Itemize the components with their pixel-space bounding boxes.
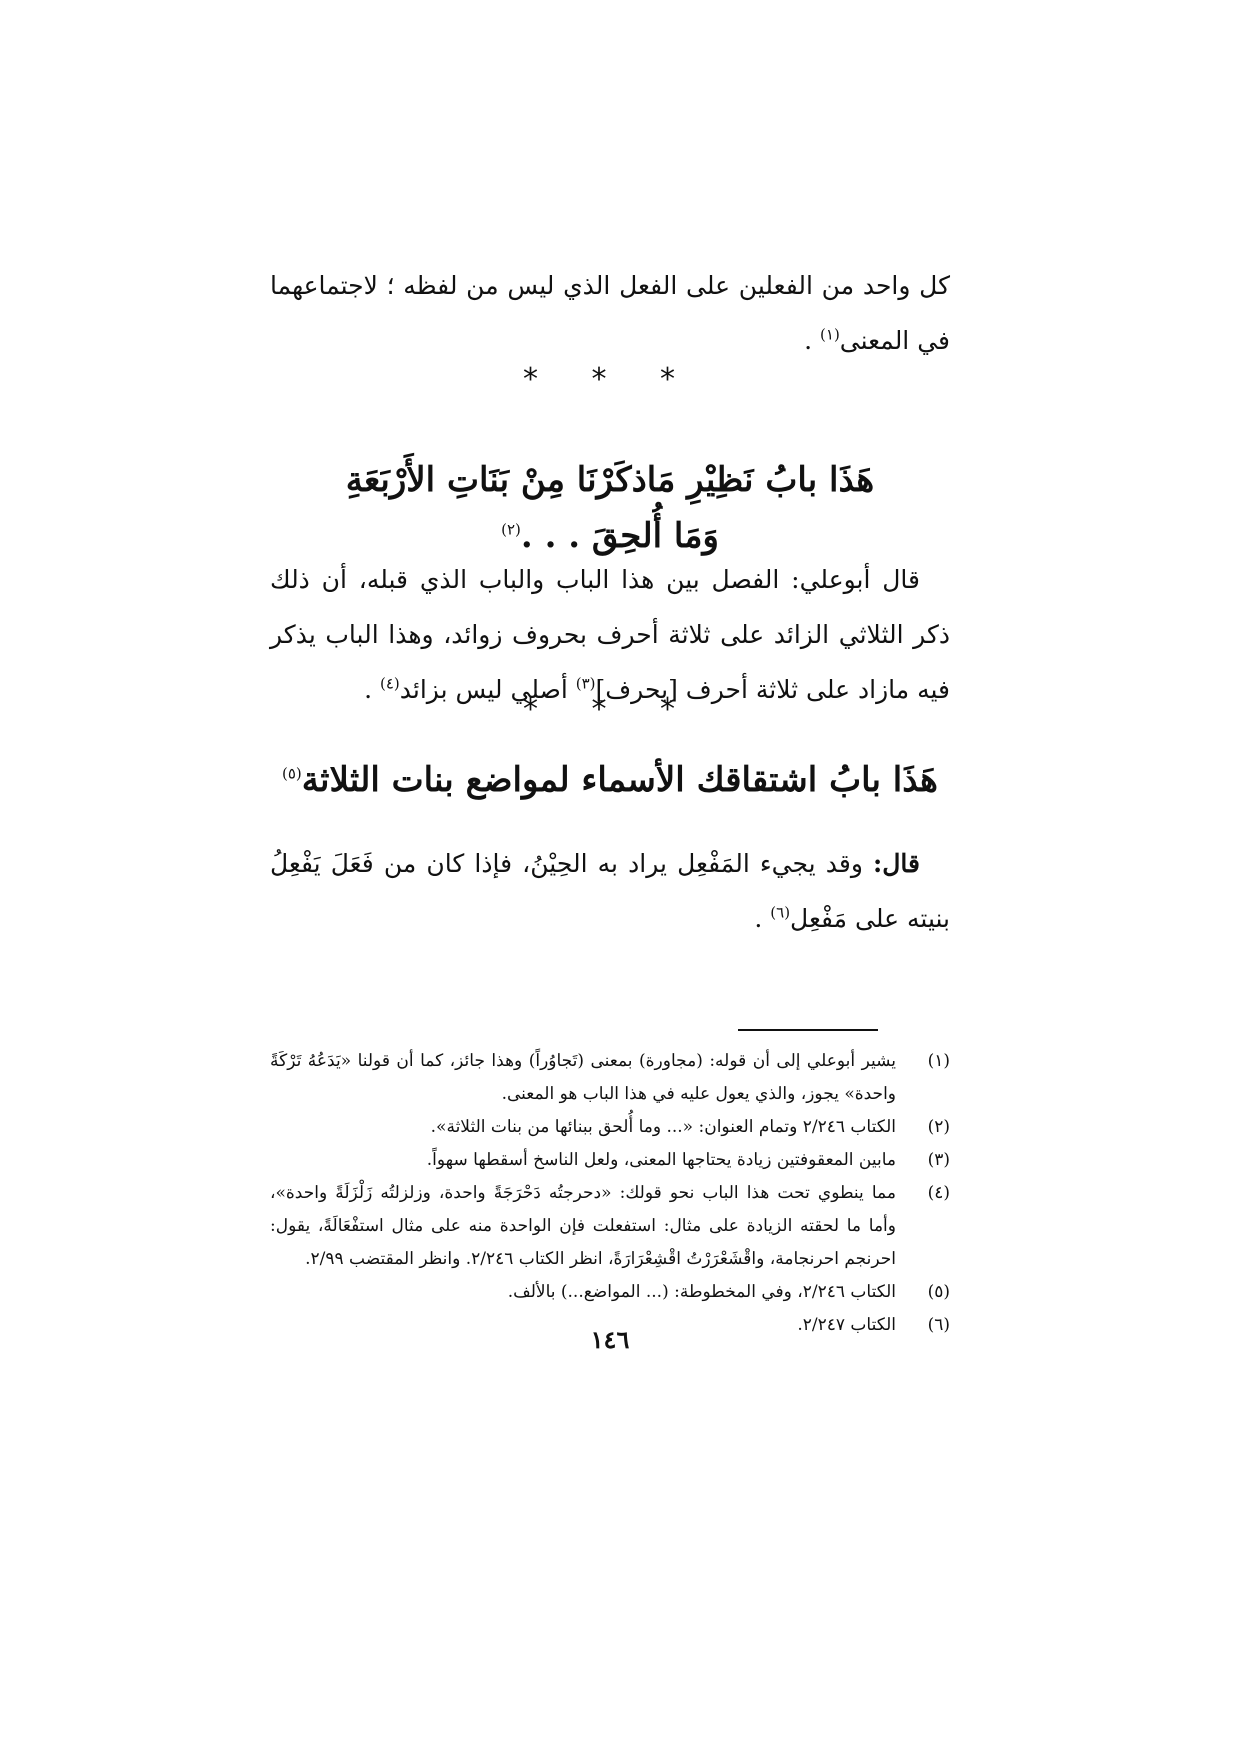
footnote-number: (٣)	[927, 1150, 950, 1170]
footnote-ref-2: (٢)	[501, 520, 521, 539]
footnote-item	[270, 1045, 950, 1111]
footnote-divider	[738, 1029, 878, 1031]
section-2-paragraph	[270, 836, 950, 946]
section-heading-2: هَذَا بابُ اشتقاقك الأسماء لمواضع بنات الثلاثة$^{(٥)}$	[282, 760, 938, 800]
continuation-end: .	[804, 326, 821, 355]
footnote-number: (٤)	[927, 1183, 950, 1203]
continuation-text: كل واحد من الفعلين على الفعل الذي ليس من لفظه ؛ لاجتماعهما في المعنى	[270, 271, 950, 355]
footnote-ref-1: (١)	[820, 325, 840, 344]
section-1-text: قال أبوعلي: الفصل بين هذا الباب والباب الذي قبله، أن ذلك ذكر الثلاثي الزائد على ثلاثة أحرف بحروف زوائد، وهذا الباب يذكر فيه مازاد على ثلاثة أحرف [بحرف]	[270, 565, 950, 704]
footnote-text: يشير أبوعلي إلى أن قوله: (مجاورة) بمعنى (تَجاوُراً) وهذا جائز، كما أن قولنا «يَدَعُهُ تَرْكَةً واحدة» يجوز، والذي يعول عليه في هذا الباب هو المعنى.	[270, 1051, 896, 1104]
section-1-text-cont: أصلي ليس بزائد	[399, 675, 576, 704]
footnote-text: الكتاب ٢/٢٤٦ وتمام العنوان: «... وما أُلحق ببنائها من بنات الثلاثة».	[430, 1117, 896, 1137]
footnote-item	[270, 1144, 950, 1177]
footnote-ref-4: (٤)	[380, 674, 400, 693]
footnote-item	[270, 1177, 950, 1276]
section-2-end: .	[754, 904, 771, 933]
section-1-end: .	[364, 675, 380, 704]
section-2-text: وقد يجيء المَفْعِل يراد به الحِيْنُ، فإذا كان من فَعَلَ يَفْعِلُ بنيته على مَفْعِل	[270, 849, 950, 933]
separator-stars: * * *	[522, 362, 698, 397]
footnote-ref-3: (٣)	[575, 674, 596, 693]
book-page	[270, 0, 950, 1754]
continuation-paragraph	[270, 258, 950, 368]
footnote-ref-5: (٥)	[282, 764, 302, 783]
section-2-lead: قال:	[873, 849, 920, 878]
footnote-number: (٥)	[927, 1282, 950, 1302]
footnote-number: (٦)	[927, 1315, 950, 1335]
section-heading-1-line1: هَذَا بابُ نَظِيْرِ مَاذكَرْنَا مِنْ بَنَاتِ الأَرْبَعَةِ	[345, 460, 875, 500]
footnote-text: مما ينطوي تحت هذا الباب نحو قولك: «دحرجتُه دَحْرَجَةً واحدة، وزلزلتُه زَلْزَلَةً واحدة»، وأما ما لحقته الزيادة على مثال: استفعلت فإن الواحدة منه على مثال استفْعَالَةً، يقول: احرنجم احرنجامة، واقْشَعْرَرْتُ اقْشِعْرَارَةً، انظر الكتاب ٢/٢٤٦. وانظر المقتضب ٢/٩٩.	[270, 1183, 896, 1269]
section-heading-1	[270, 452, 950, 564]
footnote-number: (١)	[927, 1051, 950, 1071]
section-heading-1-line2: وَمَا أُلحِقَ . . .$^{(٢)}$	[501, 516, 719, 556]
footnote-number: (٢)	[927, 1117, 950, 1137]
separator-stars: * * *	[522, 692, 698, 727]
footnote-ref-6: (٦)	[770, 903, 791, 922]
footnote-text: مابين المعقوفتين زيادة يحتاجها المعنى، ولعل الناسخ أسقطها سهواً.	[426, 1150, 896, 1170]
footnotes	[270, 1045, 950, 1342]
footnote-text: الكتاب ٢/٢٤٦، وفي المخطوطة: (... المواضع...) بالألف.	[507, 1282, 896, 1302]
footnote-item	[270, 1276, 950, 1309]
page-number: ١٤٦	[590, 1325, 630, 1354]
footnote-text: الكتاب ٢/٢٤٧.	[797, 1315, 896, 1335]
footnote-item	[270, 1111, 950, 1144]
